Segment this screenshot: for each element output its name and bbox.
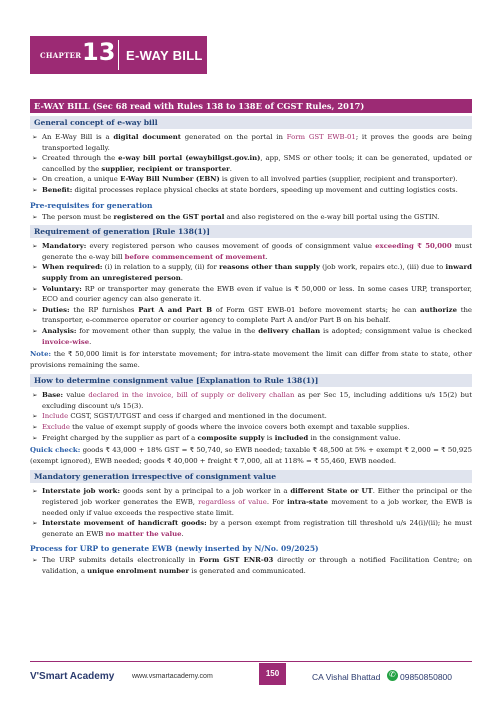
consignment-value-list	[30, 390, 472, 443]
list-item: ➢ Created through the e-way bill portal (ewaybillgst.gov.in), app, SMS or other tools; it can be generated, updated or cancelled by the supplier, recipient or transporter.	[32, 153, 472, 174]
phone-number: 09850850800	[400, 672, 453, 682]
prerequisites-list	[30, 212, 472, 223]
main-heading: E-WAY BILL (Sec 68 read with Rules 138 to 138E of CGST Rules, 2017)	[30, 99, 472, 113]
list-item: ➢ Voluntary: RP or transporter may generate the EWB even if value is ₹ 50,000 or less. In some cases URP, transporter, ECO and courier agency can also generate it.	[32, 284, 472, 305]
section-heading-general: General concept of e-way bill	[30, 116, 472, 129]
general-concept-list	[30, 132, 472, 196]
list-item: ➢ An E-Way Bill is a digital document generated on the portal in Form GST EWB-01; it proves the goods are being transported legally.	[32, 132, 472, 153]
chapter-title: E-WAY BILL	[126, 48, 203, 63]
footer-divider	[30, 661, 472, 662]
list-item: ➢ Interstate movement of handicraft goods: by a person exempt from registration till threshold u/s 24(i)/(ii); he must generate an EWB no matter the value.	[32, 518, 472, 539]
list-item: ➢ Exclude the value of exempt supply of goods where the invoice covers both exempt and taxable supplies.	[32, 422, 472, 433]
whatsapp-icon	[387, 670, 398, 681]
author-name: CA Vishal Bhattad	[312, 672, 381, 682]
mandatory-list	[30, 486, 472, 539]
list-item: ➢ Mandatory: every registered person who causes movement of goods of consignment value exceeding ₹ 50,000 must generate the e-way bill before commencement of movement.	[32, 241, 472, 262]
chapter-number: 13	[82, 38, 116, 66]
list-item: ➢ On creation, a unique E-Way Bill Number (EBN) is given to all involved parties (supplier, recipient and transporter).	[32, 174, 472, 185]
list-item: ➢ The person must be registered on the GST portal and also registered on the e-way bill portal using the GSTIN.	[32, 212, 472, 223]
chapter-divider	[118, 40, 119, 70]
urp-heading: Process for URP to generate EWB (newly inserted by N/No. 09/2025)	[30, 544, 319, 554]
section-heading-requirement: Requirement of generation [Rule 138(1)]	[30, 225, 472, 238]
footer	[30, 669, 472, 687]
quick-check: Quick check: goods ₹ 43,000 + 18% GST = ₹ 50,740, so EWB needed; taxable ₹ 48,500 at 5% + exempt ₹ 2,000 = ₹ 50,925 (exempt ignored), EWB needed; goods ₹ 40,000 + freight ₹ 7,000, all at 118% = ₹ 55,460, EWB needed.	[30, 446, 472, 465]
prerequisites-heading: Pre-requisites for generation	[30, 200, 153, 210]
page-number: 150	[259, 663, 286, 685]
page-content	[30, 99, 472, 577]
requirement-list	[30, 241, 472, 347]
list-item: ➢ Base: value declared in the invoice, bill of supply or delivery challan as per Sec 15, including additions u/s 15(2) but excluding discount u/s 15(3).	[32, 390, 472, 411]
list-item: ➢ Include CGST, SGST/UTGST and cess if charged and mentioned in the document.	[32, 411, 472, 422]
chapter-label	[30, 36, 118, 74]
section-heading-consignment-value: How to determine consignment value [Explanation to Rule 138(1)]	[30, 374, 472, 387]
list-item: ➢ Benefit: digital processes replace physical checks at state borders, speeding up movement and cutting logistics costs.	[32, 185, 472, 196]
website-link[interactable]: www.vsmartacademy.com	[132, 673, 213, 680]
list-item: ➢ Freight charged by the supplier as part of a composite supply is included in the consignment value.	[32, 433, 472, 444]
brand-name: V'Smart Academy	[30, 671, 115, 682]
urp-list	[30, 555, 472, 576]
requirement-note: Note: the ₹ 50,000 limit is for interstate movement; for intra-state movement the limit can differ from state to state, other provisions remaining the same.	[30, 350, 472, 369]
chapter-banner	[30, 36, 207, 74]
list-item: ➢ Analysis: for movement other than supply, the value in the delivery challan is adopted; consignment value is checked invoice-wise.	[32, 326, 472, 347]
list-item: ➢ Interstate job work: goods sent by a principal to a job worker in a different State or UT. Either the principal or the registered job worker generates the EWB, regardless of value. For intra-state movement to a job worker, the EWB is needed only if value exceeds the respective state limit.	[32, 486, 472, 518]
list-item: ➢ When required: (i) in relation to a supply, (ii) for reasons other than supply (job work, repairs etc.), (iii) due to inward supply from an unregistered person.	[32, 262, 472, 283]
chapter-word: CHAPTER	[40, 51, 82, 60]
list-item: ➢ Duties: the RP furnishes Part A and Part B of Form GST EWB-01 before movement starts; he can authorize the transporter, e-commerce operator or courier agency to complete Part A and/or Part B on his behalf.	[32, 305, 472, 326]
list-item: ➢ The URP submits details electronically in Form GST ENR-03 directly or through a notified Facilitation Centre; on validation, a unique enrolment number is generated and communicated.	[32, 555, 472, 576]
section-heading-mandatory: Mandatory generation irrespective of consignment value	[30, 470, 472, 483]
